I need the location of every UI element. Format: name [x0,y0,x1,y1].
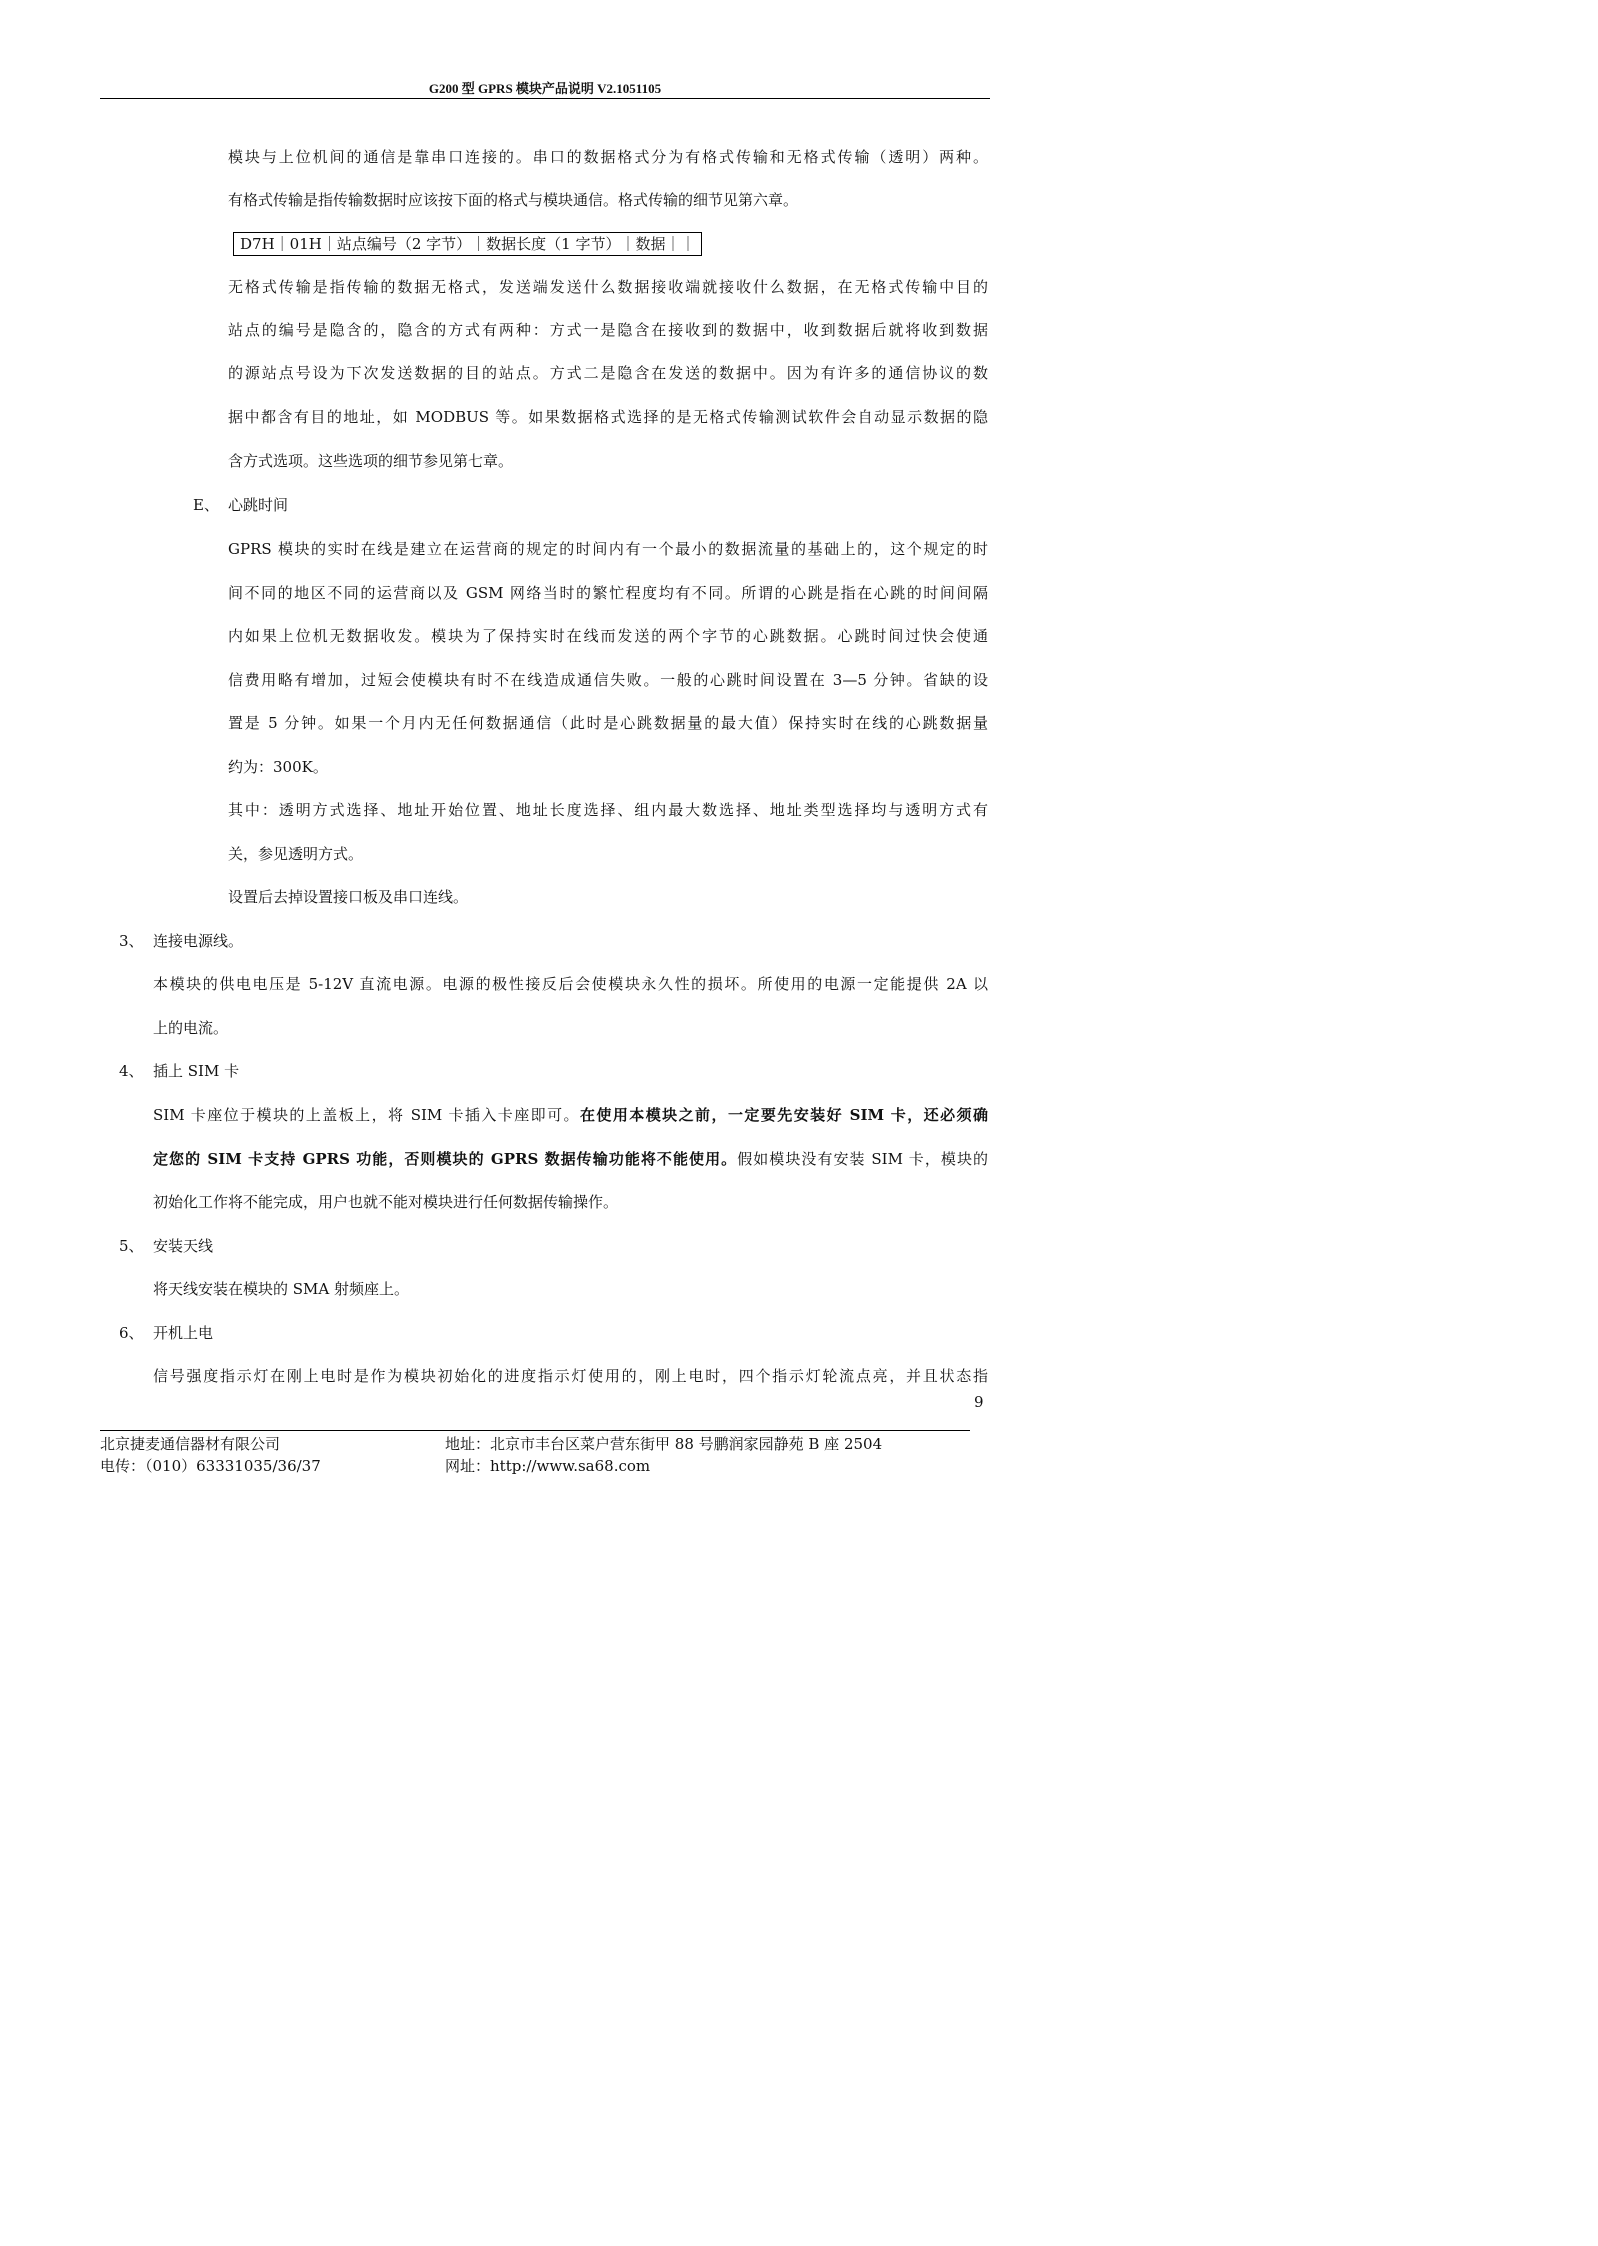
step-marker: 6、 [119,1324,144,1342]
header-divider [100,98,990,99]
normal-text: SIM 卡座位于模块的上盖板上，将 SIM 卡插入卡座即可。 [153,1106,580,1124]
paragraph-line: 的源站点号设为下次发送数据的目的站点。方式二是隐含在发送的数据中。因为有许多的通信协议的数 [228,364,988,382]
step-title: 安装天线 [153,1237,214,1255]
paragraph-line: 置是 5 分钟。如果一个月内无任何数据通信（此时是心跳数据量的最大值）保持实时在线的心跳数据量 [228,714,988,732]
step-title: 开机上电 [153,1324,214,1342]
footer-phone: 电传：（010）63331035/36/37 [100,1457,321,1475]
step-marker: 5、 [119,1237,144,1255]
paragraph-line: 初始化工作将不能完成，用户也就不能对模块进行任何数据传输操作。 [153,1193,619,1211]
paragraph-line: 模块与上位机间的通信是靠串口连接的。串口的数据格式分为有格式传输和无格式传输（透明）两种。 [228,148,988,166]
paragraph-line: 信费用略有增加，过短会使模块有时不在线造成通信失败。一般的心跳时间设置在 3—5 分钟。省缺的设 [228,671,988,689]
paragraph-line: GPRS 模块的实时在线是建立在运营商的规定的时间内有一个最小的数据流量的基础上的，这个规定的时 [228,540,988,558]
paragraph-line: 据中都含有目的地址，如 MODBUS 等。如果数据格式选择的是无格式传输测试软件会自动显示数据的隐 [228,408,988,426]
step-marker: 3、 [119,932,144,950]
document-header: G200 型 GPRS 模块产品说明 V2.1051105 [428,81,662,96]
data-format-box: D7H｜01H｜站点编号（2 字节）｜数据长度（1 字节）｜数据｜｜ [233,232,702,256]
page-number: 9 [974,1393,984,1411]
emphasis-text: 在使用本模块之前，一定要先安装好 SIM 卡，还必须确 [579,1106,988,1124]
paragraph-line: 约为：300K。 [228,758,328,776]
paragraph-line: 本模块的供电电压是 5-12V 直流电源。电源的极性接反后会使模块永久性的损坏。所使用的电源一定能提供 2A 以 [153,975,988,993]
footer-company: 北京捷麦通信器材有限公司 [100,1435,281,1453]
emphasis-text: 定您的 SIM 卡支持 GPRS 功能，否则模块的 GPRS 数据传输功能将不能使用。 [153,1150,738,1168]
paragraph-line: 内如果上位机无数据收发。模块为了保持实时在线而发送的两个字节的心跳数据。心跳时间过快会使通 [228,627,988,645]
step-title: 连接电源线。 [153,932,244,950]
section-title: 心跳时间 [228,496,289,514]
footer-website[interactable]: 网址：http://www.sa68.com [445,1457,651,1475]
footer-divider [100,1430,970,1431]
paragraph-line: 含方式选项。这些选项的细节参见第七章。 [228,452,514,470]
footer-address: 地址：北京市丰台区菜户营东街甲 88 号鹏润家园静苑 B 座 2504 [445,1435,883,1453]
paragraph-line: 设置后去掉设置接口板及串口连线。 [228,888,469,906]
paragraph-line: 间不同的地区不同的运营商以及 GSM 网络当时的繁忙程度均有不同。所谓的心跳是指在心跳的时间间隔 [228,584,988,602]
paragraph-line: 关，参见透明方式。 [228,845,364,863]
section-marker: E、 [193,496,219,514]
normal-text: 假如模块没有安装 SIM 卡，模块的 [737,1150,988,1168]
paragraph-line: 无格式传输是指传输的数据无格式，发送端发送什么数据接收端就接收什么数据，在无格式传输中目的 [228,278,988,296]
paragraph-line: 站点的编号是隐含的，隐含的方式有两种：方式一是隐含在接收到的数据中，收到数据后就将收到数据 [228,321,988,339]
paragraph-line: 有格式传输是指传输数据时应该按下面的格式与模块通信。格式传输的细节见第六章。 [228,191,799,209]
step-title: 插上 SIM 卡 [153,1062,240,1080]
step-marker: 4、 [119,1062,144,1080]
paragraph-line: 将天线安装在模块的 SMA 射频座上。 [153,1280,410,1298]
paragraph-line: 上的电流。 [153,1019,229,1037]
paragraph-line [153,1105,988,1125]
paragraph-line [153,1149,988,1169]
paragraph-line: 其中：透明方式选择、地址开始位置、地址长度选择、组内最大数选择、地址类型选择均与透明方式有 [228,801,988,819]
paragraph-line: 信号强度指示灯在刚上电时是作为模块初始化的进度指示灯使用的，刚上电时，四个指示灯轮流点亮，并且状态指 [153,1367,988,1385]
